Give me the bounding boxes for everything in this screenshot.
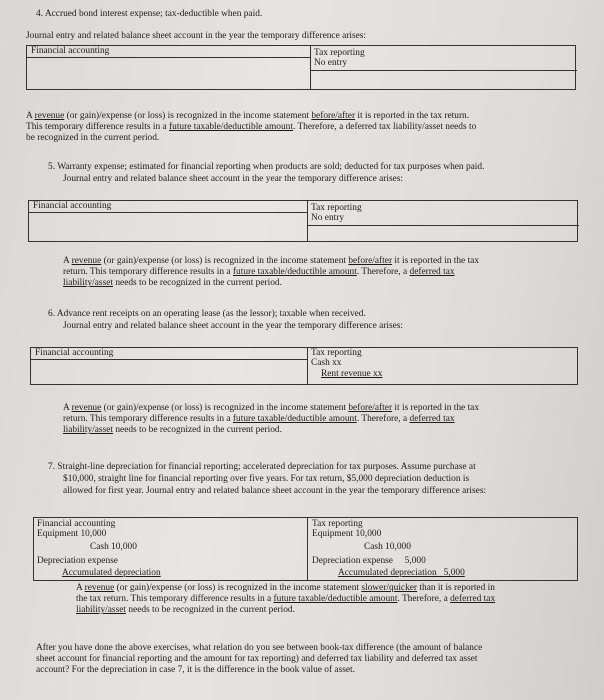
- q7-fin-cash: Cash 10,000: [90, 542, 137, 552]
- q7-tax-equipment: Equipment 10,000: [312, 529, 382, 539]
- q6-paragraph: A revenue (or gain)/expense (or loss) is recognized in the income statement before/after it is reported in the tax return. This temporary difference results in a future taxable/deductible amount. Therefore, a deferred tax liability/asset needs to be recognized in the current period.: [63, 403, 480, 436]
- q4-financial-header: Financial accounting: [31, 46, 110, 56]
- q5-title: 5. Warranty expense; estimated for financial reporting when products are sold; deducted for tax purposes when paid.: [48, 162, 485, 172]
- q6-financial-header: Financial accounting: [35, 348, 114, 358]
- q7-title: 7. Straight-line depreciation for financial reporting; accelerated depreciation for tax purposes. Assume purchase at: [48, 462, 476, 472]
- q4-subtitle: Journal entry and related balance sheet account in the year the temporary difference arises:: [26, 31, 367, 41]
- closing-question: After you have done the above exercises, what relation do you see between book-tax difference (the amount of balance sheet account for financial reporting and the amount for tax reporting) and deferred tax liability and deferred tax asset account? For the depreciation in case 7, it is the difference in the book value of asset.: [36, 643, 483, 676]
- q5-paragraph: A revenue (or gain)/expense (or loss) is recognized in the income statement before/after it is reported in the tax return. This temporary difference results in a future taxable/deductible amount. Therefore, a deferred tax liability/asset needs to be recognized in the current period.: [63, 256, 480, 289]
- q7-financial-header: Financial accounting: [37, 519, 116, 529]
- q7-fin-depr-expense: Depreciation expense: [37, 556, 118, 566]
- q5-subtitle: Journal entry and related balance sheet account in the year the temporary difference arises:: [63, 174, 404, 184]
- q6-tax-line-cash: Cash xx: [311, 358, 342, 368]
- q7-paragraph: A revenue (or gain)/expense (or loss) is recognized in the income statement slower/quicker than it is reported in the tax return. This temporary difference results in a future taxable/deductible amount. Therefore, a deferred tax liability/asset needs to be recognized in the current period.: [76, 583, 496, 616]
- q7-tax-accum-depr: Accumulated depreciation 5,000: [338, 568, 465, 578]
- q6-subtitle: Journal entry and related balance sheet account in the year the temporary difference arises:: [63, 321, 404, 331]
- q7-fin-accum-depr: Accumulated depreciation: [62, 568, 161, 578]
- q4-paragraph: A revenue (or gain)/expense (or loss) is recognized in the income statement before/after it is reported in the tax return. This temporary difference results in a future taxable/deductible amount. Therefore, a deferred tax liability/asset needs to be recognized in the current period.: [26, 111, 477, 144]
- q7-fin-equipment: Equipment 10,000: [37, 529, 107, 539]
- q7-journal-table: [33, 517, 578, 581]
- q6-journal-table: [30, 347, 578, 385]
- q6-title: 6. Advance rent receipts on an operating lease (as the lessor); taxable when received.: [48, 309, 366, 319]
- q6-tax-line-rent: Rent revenue xx: [321, 369, 383, 379]
- q6-tax-header: Tax reporting: [311, 348, 362, 358]
- q5-journal-table: [28, 200, 578, 242]
- q7-title-line2: $10,000, straight line for financial reporting over five years. For tax return, $5,000 depreciation deduction is: [63, 474, 470, 484]
- q4-journal-table: [26, 45, 576, 90]
- q7-tax-header: Tax reporting: [312, 519, 363, 529]
- q7-tax-cash: Cash 10,000: [364, 542, 411, 552]
- q4-title: 4. Accrued bond interest expense; tax-deductible when paid.: [36, 9, 263, 19]
- q4-tax-entry: No entry: [314, 58, 348, 68]
- q5-tax-header: Tax reporting: [311, 203, 362, 213]
- q4-tax-header: Tax reporting: [314, 48, 365, 58]
- q7-title-line3: allowed for first year. Journal entry and related balance sheet account in the year the temporary difference arises:: [63, 486, 487, 496]
- q5-financial-header: Financial accounting: [33, 201, 112, 211]
- q7-tax-depr-expense: Depreciation expense 5,000: [312, 556, 426, 566]
- q5-tax-entry: No entry: [311, 213, 345, 223]
